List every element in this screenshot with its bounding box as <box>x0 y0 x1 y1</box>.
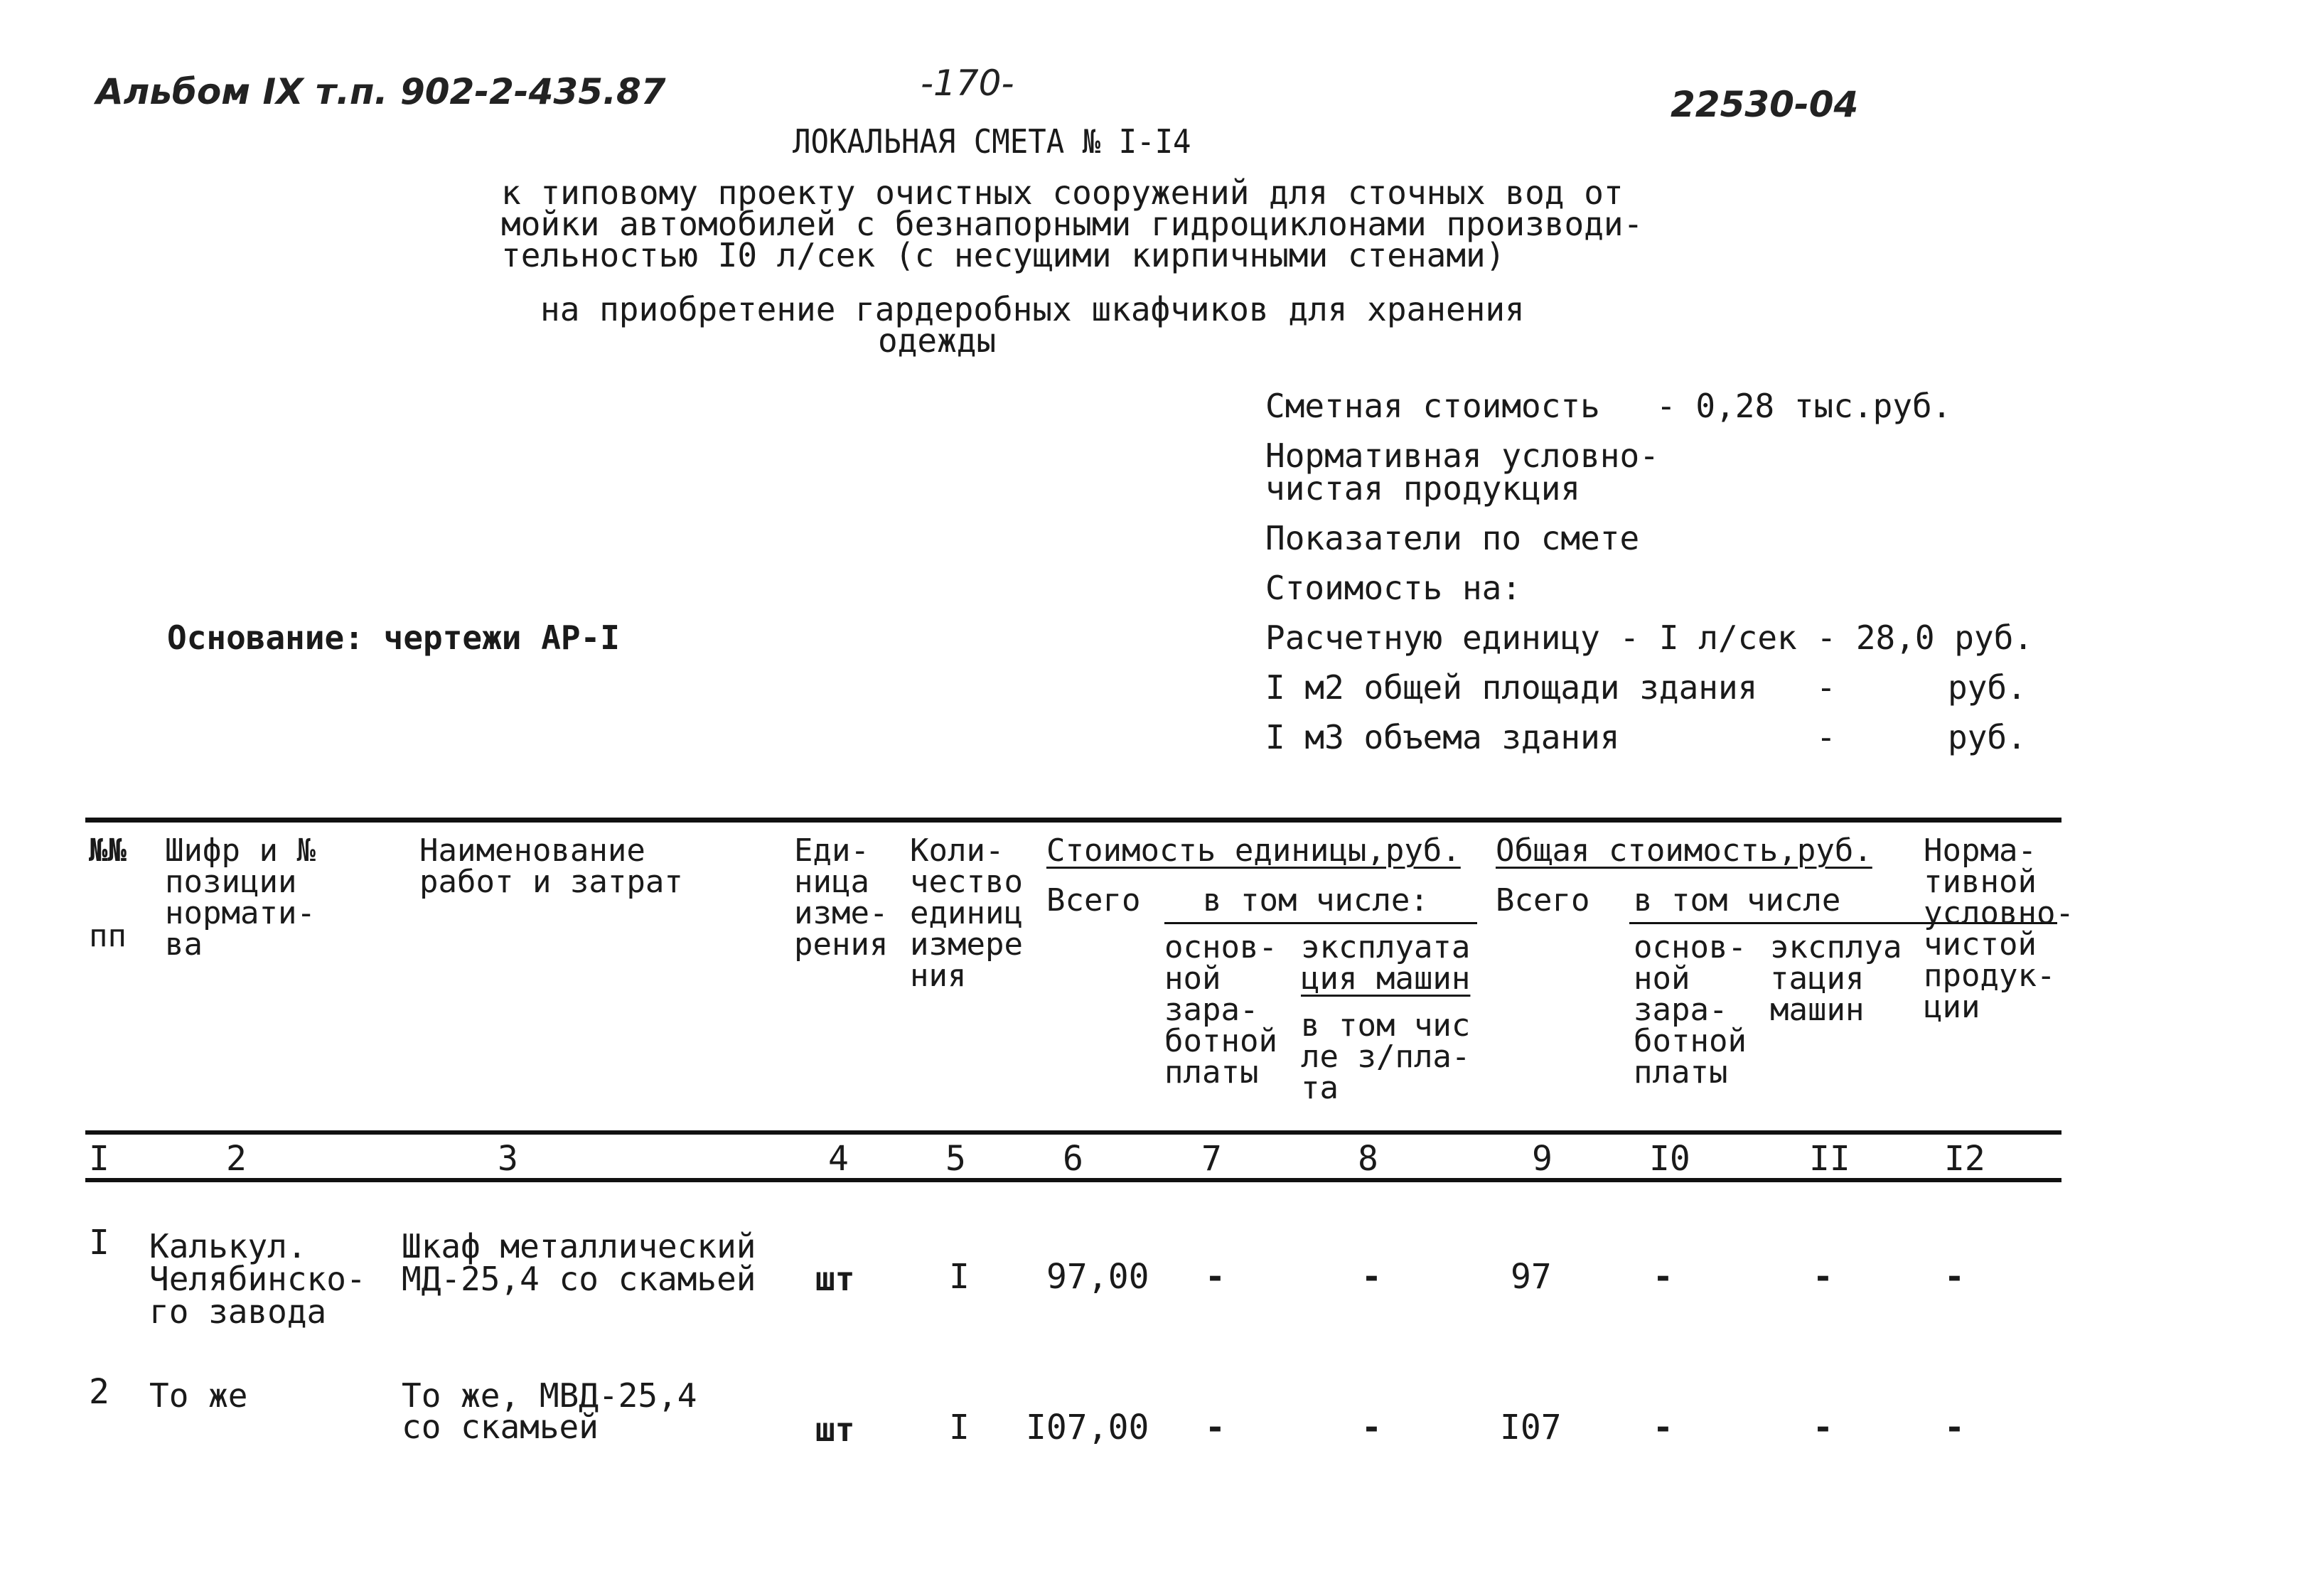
unit-incl-header: в том числе: <box>1203 882 1429 918</box>
table-top-rule <box>85 818 2061 823</box>
m3-cost-unit: руб. <box>1948 718 2027 756</box>
row-2-quantity: I <box>949 1408 970 1447</box>
unit-machines-wage-line-2: ле з/пла- <box>1301 1039 1471 1075</box>
unit-machines-line-1: эксплуата <box>1301 929 1471 965</box>
purpose-line-2: одежды <box>878 321 997 360</box>
unit-wage-line-4: ботной <box>1164 1023 1277 1059</box>
row-1-code-line-2: Челябинско- <box>149 1260 366 1298</box>
row-1-normative: - <box>1944 1257 1965 1297</box>
col4-header-line-4: рения <box>794 926 889 963</box>
subtitle-line-2: мойки автомобилей с безнапорными гидроциклонами производи- <box>501 205 1644 243</box>
column-number: 9 <box>1532 1139 1553 1179</box>
row-1-unit-machines: - <box>1361 1257 1382 1297</box>
row-2-unit-machines: - <box>1361 1408 1382 1447</box>
col1-header-line-1: №№ <box>89 832 127 869</box>
col5-header-line-1: Коли- <box>910 832 1004 869</box>
subtitle-line-1: к типовому проекту очистных сооружений для сточных вод от <box>501 173 1624 212</box>
column-number: II <box>1809 1139 1850 1179</box>
total-wage-line-2: ной <box>1634 960 1690 997</box>
col4-header-line-3: изме- <box>794 895 889 931</box>
column-number: 7 <box>1201 1139 1222 1179</box>
row-1-total-wage: - <box>1653 1257 1673 1297</box>
col12-header-line-5: продук- <box>1924 958 2056 994</box>
column-number: 6 <box>1063 1139 1083 1179</box>
indicators-label: Показатели по смете <box>1265 519 1640 557</box>
unit-wage-line-3: зара- <box>1164 992 1259 1028</box>
col2-header-line-2: позиции <box>165 864 297 900</box>
total-machines-line-1: эксплуа <box>1770 929 1902 965</box>
col2-header-line-3: нормати- <box>165 895 316 931</box>
unit-wage-line-2: ной <box>1164 960 1221 997</box>
m2-cost-label: I м2 общей площади здания <box>1265 668 1758 707</box>
row-2-unit: шт <box>815 1410 855 1449</box>
estimated-cost-label: Сметная стоимость <box>1265 387 1600 425</box>
cost-on-label: Стоимость на: <box>1265 569 1522 607</box>
page-number: -170- <box>921 63 1014 104</box>
col4-header-line-1: Еди- <box>794 832 869 869</box>
col12-header-line-3: условно- <box>1924 895 2074 931</box>
row-2-name-line-1: То же, МВД-25,4 <box>402 1376 697 1415</box>
unit-total-header: Всего <box>1046 882 1141 918</box>
row-2-name-line-2: со скамьей <box>402 1408 599 1446</box>
unit-wage-line-5: платы <box>1164 1054 1259 1091</box>
unit-cost-line: Расчетную единицу - I л/сек - 28,0 руб. <box>1265 618 2034 657</box>
row-2-unit-total: I07,00 <box>1026 1408 1149 1447</box>
m3-cost-dash: - <box>1816 718 1836 756</box>
column-number: 2 <box>226 1139 247 1179</box>
column-number: I <box>89 1139 109 1179</box>
row-1-unit: шт <box>815 1260 855 1298</box>
unit-machines-wage-line-3: та <box>1301 1070 1339 1106</box>
total-wage-line-4: ботной <box>1634 1023 1747 1059</box>
estimate-title: ЛОКАЛЬНАЯ СМЕТА № I-I4 <box>793 122 1191 161</box>
estimated-cost-value: - 0,28 тыс.руб. <box>1656 387 1952 425</box>
document-code: 22530-04 <box>1671 84 1859 125</box>
row-1-number: I <box>89 1223 109 1263</box>
subtitle-line-3: тельностью I0 л/сек (с несущими кирпичными стенами) <box>501 236 1506 274</box>
col12-header-line-4: чистой <box>1924 926 2037 963</box>
album-reference: Альбом IX т.п. 902-2-435.87 <box>96 71 666 112</box>
column-number: I0 <box>1649 1139 1690 1179</box>
column-number: I2 <box>1944 1139 1985 1179</box>
row-1-unit-wage: - <box>1205 1257 1226 1297</box>
unit-machines-wage-line-1: в том чис <box>1301 1007 1471 1044</box>
row-2-normative: - <box>1944 1408 1965 1447</box>
total-cost-header: Общая стоимость,руб. <box>1496 832 1872 869</box>
total-wage-line-5: платы <box>1634 1054 1728 1091</box>
unit-incl-rule <box>1164 922 1477 924</box>
col3-header-line-2: работ и затрат <box>419 864 683 900</box>
col5-header-line-3: единиц <box>910 895 1023 931</box>
normative-label-2: чистая продукция <box>1265 469 1581 508</box>
unit-cost-header: Стоимость единицы,руб. <box>1046 832 1461 869</box>
purpose-line-1: на приобретение гардеробных шкафчиков для хранения <box>540 290 1525 328</box>
col2-header-line-1: Шифр и № <box>165 832 316 869</box>
row-1-quantity: I <box>949 1257 970 1297</box>
row-2-total-machines: - <box>1813 1408 1833 1447</box>
col1-header-line-3: пп <box>89 918 127 954</box>
column-number: 4 <box>828 1139 849 1179</box>
col12-header-line-1: Норма- <box>1924 832 2037 869</box>
row-2-code-line-1: То же <box>149 1376 248 1415</box>
col5-header-line-5: ния <box>910 958 967 994</box>
total-total-header: Всего <box>1496 882 1590 918</box>
column-number: 8 <box>1358 1139 1378 1179</box>
total-machines-line-3: машин <box>1770 992 1865 1028</box>
col12-header-line-6: ции <box>1924 989 1980 1025</box>
total-wage-line-3: зара- <box>1634 992 1728 1028</box>
unit-machines-line-2: ция машин <box>1301 960 1471 997</box>
row-2-number: 2 <box>89 1372 109 1412</box>
total-machines-line-2: тация <box>1770 960 1865 997</box>
row-2-total: I07 <box>1500 1408 1562 1447</box>
row-1-unit-total: 97,00 <box>1046 1257 1149 1297</box>
row-1-total: 97 <box>1511 1257 1552 1297</box>
row-1-name-line-1: Шкаф металлический <box>402 1227 756 1265</box>
total-incl-header: в том числе <box>1634 882 1841 918</box>
row-2-unit-wage: - <box>1205 1408 1226 1447</box>
col5-header-line-4: измере <box>910 926 1023 963</box>
m3-cost-label: I м3 объема здания <box>1265 718 1620 756</box>
column-number: 3 <box>498 1139 518 1179</box>
col5-header-line-2: чество <box>910 864 1023 900</box>
row-1-code-line-1: Калькул. <box>149 1227 307 1265</box>
col3-header-line-1: Наименование <box>419 832 645 869</box>
table-header-rule <box>85 1130 2061 1135</box>
m2-cost-unit: руб. <box>1948 668 2027 707</box>
row-2-total-wage: - <box>1653 1408 1673 1447</box>
m2-cost-dash: - <box>1816 668 1836 707</box>
col2-header-line-4: ва <box>165 926 203 963</box>
basis-line: Основание: чертежи АР-I <box>167 618 620 657</box>
row-1-total-machines: - <box>1813 1257 1833 1297</box>
col12-header-line-2: тивной <box>1924 864 2037 900</box>
col4-header-line-2: ница <box>794 864 869 900</box>
row-1-code-line-3: го завода <box>149 1292 327 1331</box>
row-1-name-line-2: МД-25,4 со скамьей <box>402 1260 756 1298</box>
normative-label-1: Нормативная условно- <box>1265 437 1659 475</box>
total-wage-line-1: основ- <box>1634 929 1747 965</box>
column-number: 5 <box>945 1139 966 1179</box>
unit-wage-line-1: основ- <box>1164 929 1277 965</box>
